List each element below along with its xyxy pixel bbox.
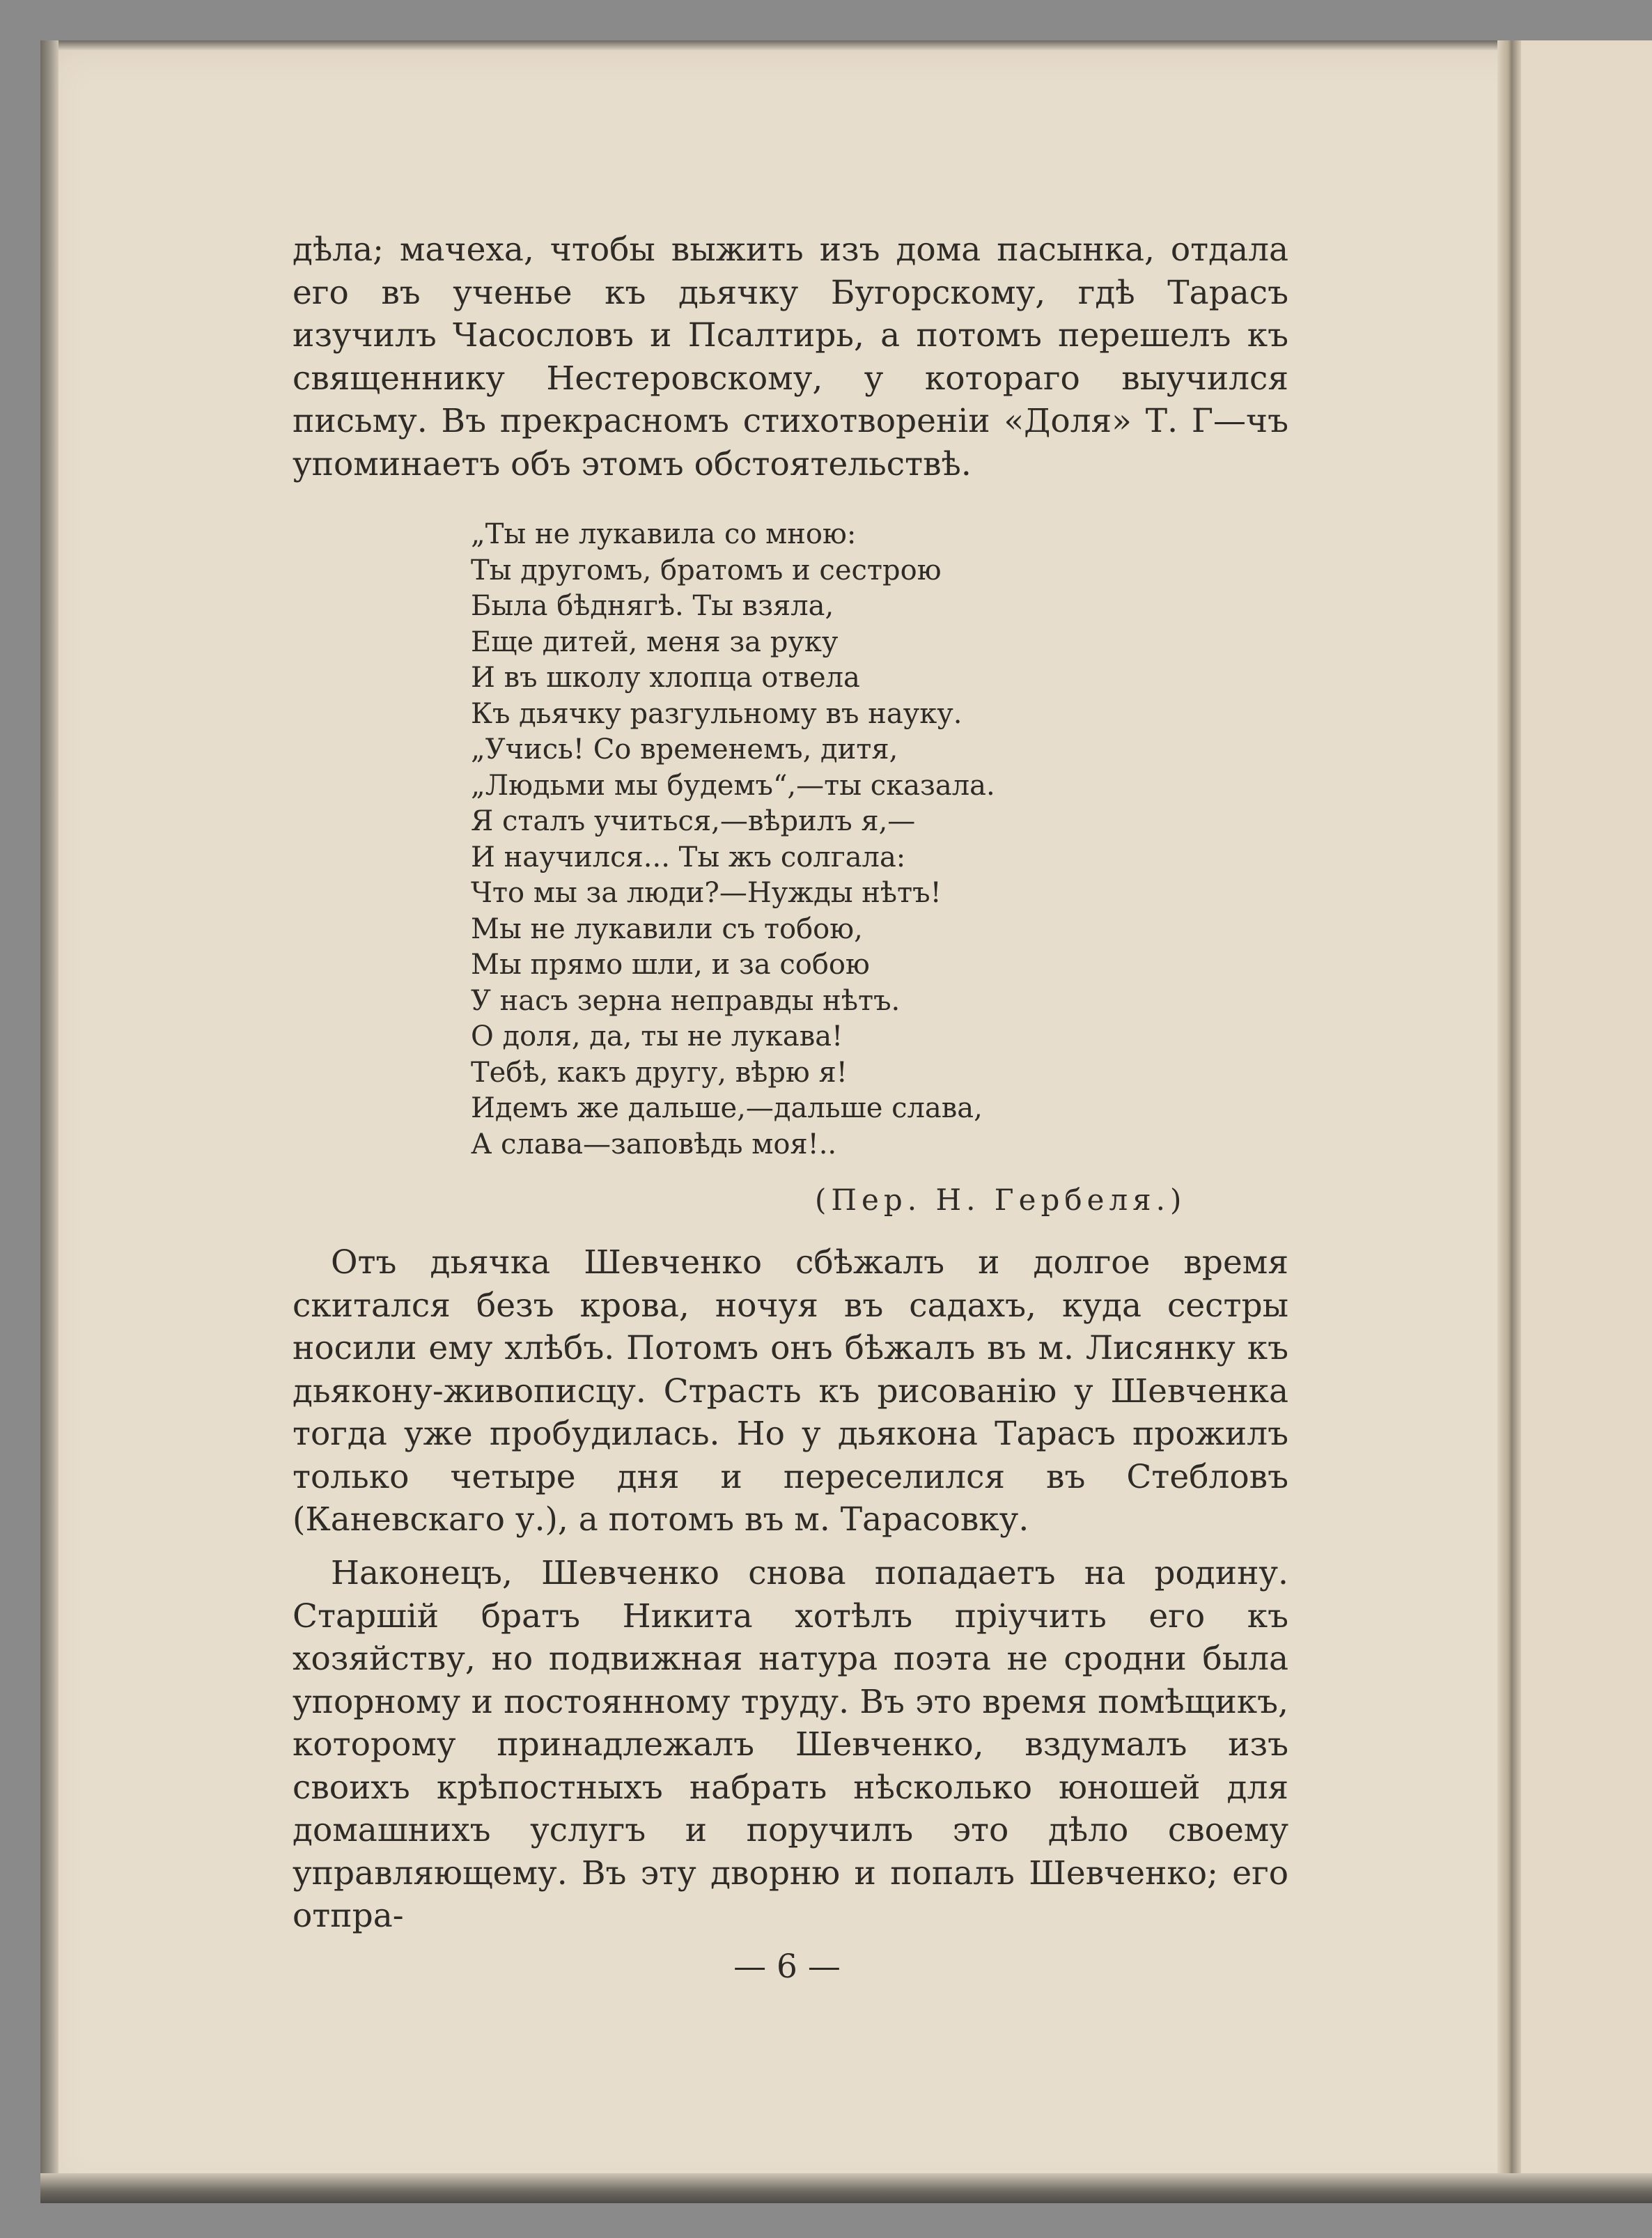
adjacent-page-edge (1521, 40, 1652, 2203)
poem-line: Мы прямо шли, и за собою (471, 949, 870, 981)
poem-line: Я сталъ учиться,—вѣрилъ я,— (471, 805, 916, 837)
poem-line: И въ школу хлопца отвела (471, 662, 860, 694)
book-gutter (1497, 40, 1521, 2203)
poem-line: „Людьми мы будемъ“,—ты сказала. (471, 769, 995, 802)
page-number: — 6 — (733, 1948, 841, 1986)
poem-line: „Ты не лукавила со мною: (471, 518, 857, 550)
left-binding-edge (40, 40, 59, 2203)
poem-line: У насъ зерна неправды нѣтъ. (471, 984, 901, 1017)
translator-attribution: (Пер. Н. Гербеля.) (815, 1183, 1187, 1217)
poem-line: А слава—заповѣдь моя!.. (471, 1128, 837, 1160)
poem-line: Еще дитей, меня за руку (471, 625, 839, 658)
paragraph-2: Отъ дьячка Шевченко сбѣжалъ и долгое время скитался безъ крова, ночуя въ садахъ, куда сестры носили ему хлѣбъ. Потомъ онъ бѣжалъ въ м. Лисянку къ дьякону-живописцу. Страсть къ рисованію у Шевченка тогда уже пробудилась. Но у дьякона Тарасъ прожилъ только четыре дня и переселился въ Стебловъ (Каневскаго у.), а потомъ въ м. Тарасовку. (293, 1243, 1288, 1539)
poem-line: Идемъ же дальше,—дальше слава, (471, 1092, 983, 1124)
poem (471, 517, 1251, 1163)
paragraph-1: дѣла; мачеха, чтобы выжить изъ дома пасынка, отдала его въ ученье къ дьячку Бугорскому, гдѣ Тарасъ изучилъ Часословъ и Псалтирь, а потомъ перешелъ къ священнику Нестеровскому, у котораго выучился письму. Въ прекрасномъ стихотвореніи «Доля» Т. Г—чъ упоминаетъ объ этомъ обстоятельствѣ. (293, 231, 1288, 483)
page-top-edge (40, 40, 1652, 50)
page-bottom-edge (40, 2173, 1652, 2203)
poem-line: Мы не лукавили съ тобою, (471, 912, 863, 945)
poem-line: И научился... Ты жъ солгала: (471, 841, 906, 873)
poem-line: Тебѣ, какъ другу, вѣрю я! (471, 1056, 848, 1089)
poem-line: Была бѣднягѣ. Ты взяла, (471, 590, 834, 622)
poem-line: О доля, да, ты не лукава! (471, 1020, 843, 1052)
poem-line: Ты другомъ, братомъ и сестрою (471, 554, 942, 586)
poem-line: Къ дьячку разгульному въ науку. (471, 697, 963, 730)
poem-line: Что мы за люди?—Нужды нѣтъ! (471, 877, 942, 909)
poem-line: „Учись! Со временемъ, дитя, (471, 733, 898, 766)
paragraph-3: Наконецъ, Шевченко снова попадаетъ на родину. Старшій братъ Никита хотѣлъ пріучить его къ хозяйству, но подвижная натура поэта не сродни была упорному и постоянному труду. Въ это время помѣщикъ, которому принадлежалъ Шевченко, вздумалъ изъ своихъ крѣпостныхъ набрать нѣсколько юношей для домашнихъ услугъ и поручилъ это дѣло своему управляющему. Въ эту дворню и попалъ Шевченко; его отпра- (293, 1554, 1288, 1935)
